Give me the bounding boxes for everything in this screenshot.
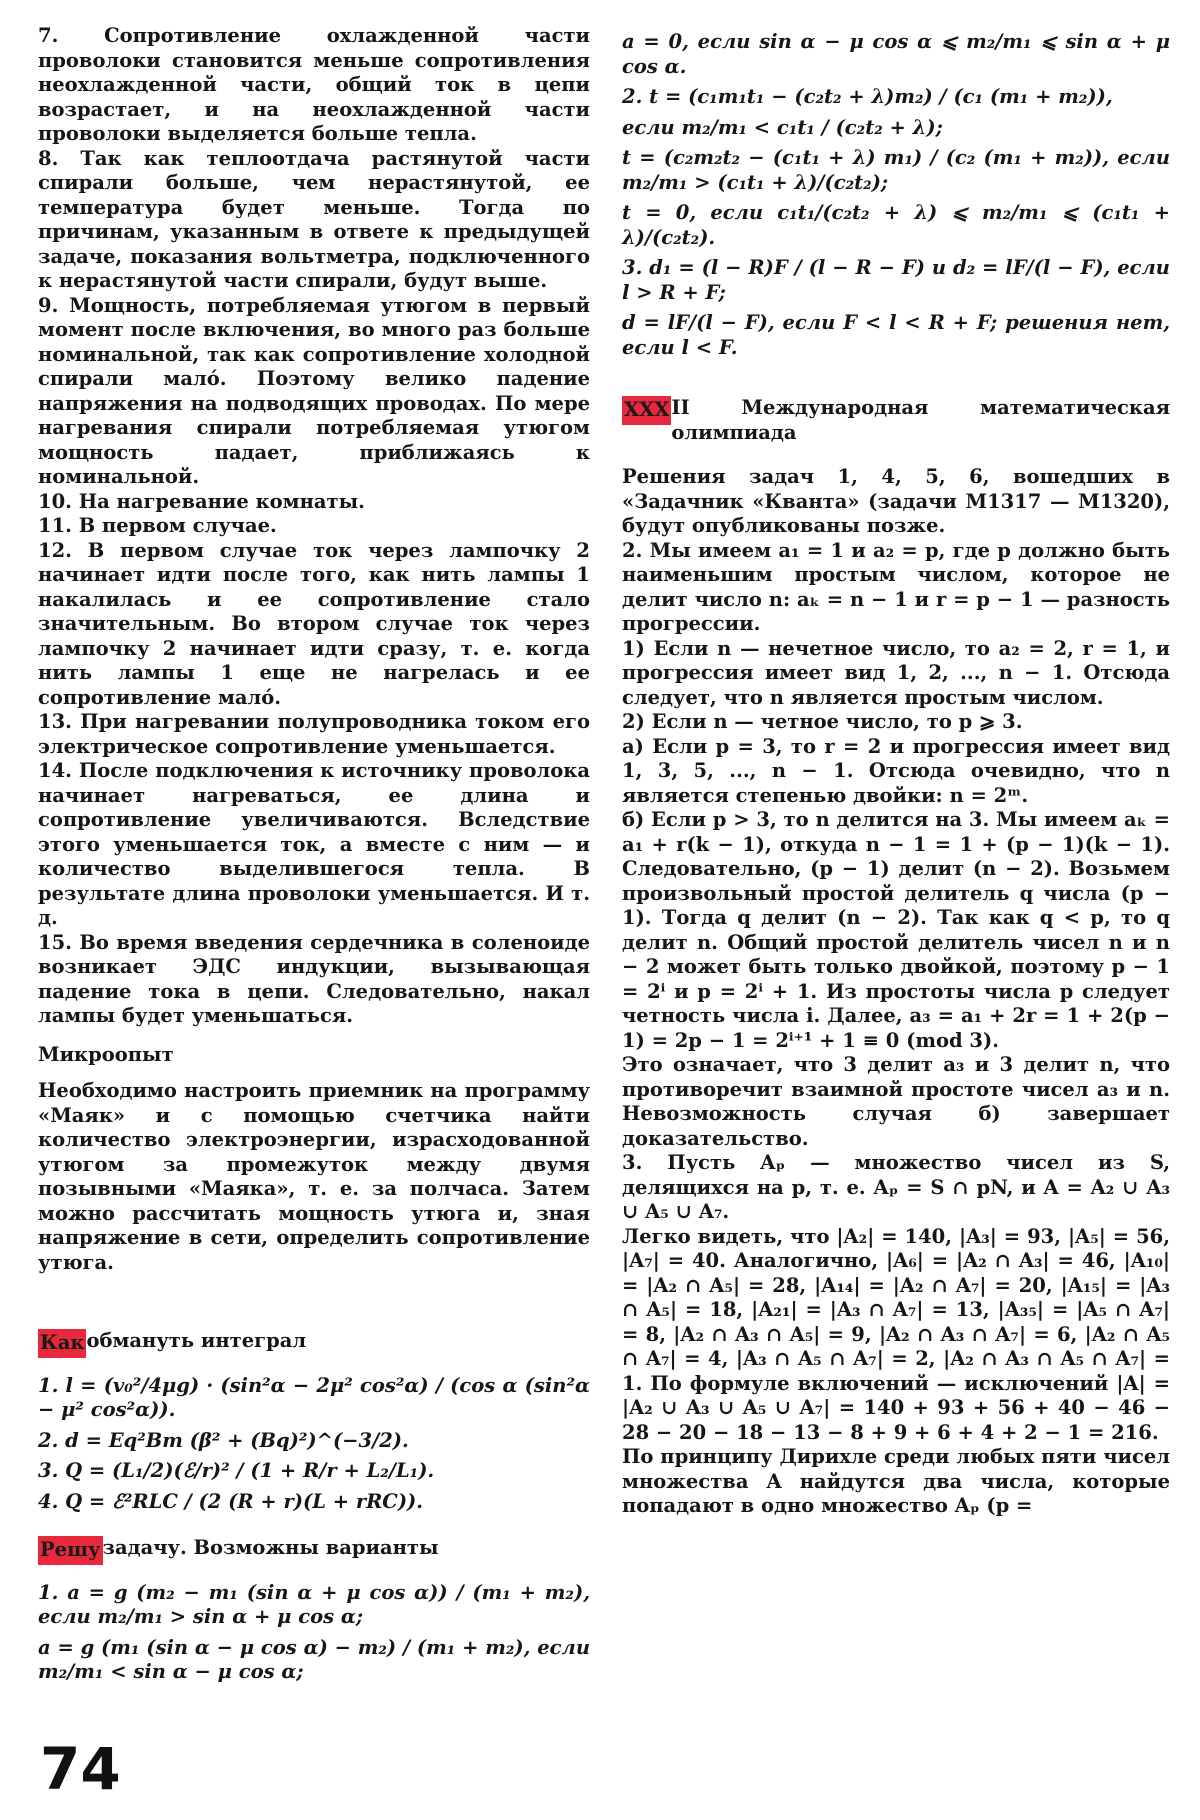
solve-formula-6: t = (c₂m₂t₂ − (c₁t₁ + λ) m₁) / (c₂ (m₁ + m₂)), если m₂/m₁ > (c₁t₁ + λ)/(c₂t₂);: [622, 146, 1170, 194]
solve-title: задачу. Возможны варианты: [102, 1536, 439, 1559]
integral-formula-4: 4. Q = ℰ²RLC / (2 (R + r)(L + rRC)).: [38, 1489, 424, 1513]
olympiad-case-2: 2) Если n — четное число, то p ⩾ 3.: [622, 710, 1023, 733]
solve-formula-8: 3. d₁ = (l − R)F / (l − R − F) и d₂ = lF/(l − F), если l > R + F;: [622, 256, 1170, 304]
right-column: [622, 24, 1170, 1519]
olympiad-case-2a: а) Если p = 3, то r = 2 и прогрессия имеет вид 1, 3, 5, ..., n − 1. Отсюда очевидно, что n является степенью двойки: n = 2ᵐ.: [622, 734, 1170, 807]
solve-formula-5: если m₂/m₁ < c₁t₁ / (c₂t₂ + λ);: [622, 115, 943, 139]
answer-9: 9. Мощность, потребляемая утюгом в первый момент после включения, во много раз больше номинальной, так как сопротивление холодной спирали мало́. Поэтому велико падение напряжения на подводящих проводах. По мере нагревания спирали потребляемая утюгом мощность падает, приближаясь к номинальной.: [38, 293, 590, 488]
solve-formula-2: a = g (m₁ (sin α − μ cos α) − m₂) / (m₁ + m₂), если m₂/m₁ < sin α − μ cos α;: [38, 1635, 590, 1683]
answer-14: 14. После подключения к источнику проволока начинает нагреваться, ее длина и сопротивление увеличиваются. Вследствие этого уменьшается ток, а вместе с ним — и количество выделившегося тепла. В результате длина проволоки уменьшается. И т. д.: [38, 759, 590, 929]
olympiad-item-2: 2. Мы имеем a₁ = 1 и a₂ = p, где p должно быть наименьшим простым числом, которое не делит число n: aₖ = n − 1 и r = p − 1 — разность прогрессии.: [622, 538, 1170, 635]
integral-marker: Как: [38, 1329, 86, 1358]
answer-8: 8. Так как теплоотдача растянутой части спирали больше, чем нерастянутой, ее температура будет меньше. Тогда по причинам, указанным в ответе к предыдущей задаче, показания вольтметра, подключенного к нерастянутой части спирали, будут выше.: [38, 146, 590, 292]
olympiad-section-heading: [622, 396, 1170, 445]
olympiad-marker: XXX: [622, 396, 671, 425]
answer-15: 15. Во время введения сердечника в соленоиде возникает ЭДС индукции, вызывающая падение тока в цепи. Следовательно, накал лампы будет уменьшаться.: [38, 930, 590, 1027]
olympiad-title: II Международная математическая олимпиада: [671, 396, 1170, 444]
answer-11: 11. В первом случае.: [38, 514, 277, 537]
micro-title: Микроопыт: [38, 1042, 174, 1066]
answer-10: 10. На нагревание комнаты.: [38, 489, 365, 513]
olympiad-case-2b: б) Если p > 3, то n делится на 3. Мы имеем aₖ = a₁ + r(k − 1), откуда n − 1 = 1 + (p − 1)(k − 1). Следовательно, (p − 1) делит (n − 2). Возьмем произвольный простой делитель q числа (p − 1). Тогда q делит (n − 2). Так как q < p, то q делит n. Общий простой делитель чисел n и n − 2 может быть только двойкой, поэтому p − 1 = 2ⁱ и p = 2ⁱ + 1. Из простоты числа p следует четность числа i. Далее, a₃ = a₁ + 2r = 1 + 2(p − 1) = 2p − 1 = 2ⁱ⁺¹ + 1 ≡ 0 (mod 3).: [622, 808, 1170, 1052]
solve-section-heading: [38, 1536, 590, 1565]
olympiad-dirichlet: По принципу Дирихле среди любых пяти чисел множества A найдутся два числа, которые попадают в одно множество Aₚ (p =: [622, 1445, 1170, 1517]
solve-formula-4: 2. t = (c₁m₁t₁ − (c₂t₂ + λ)m₂) / (c₁ (m₁ + m₂)),: [622, 85, 1113, 108]
answer-7: 7. Сопротивление охлажденной части проволоки становится меньше сопротивления неохлажденной части, общий ток в цепи возрастает, и на неохлажденной части проволоки выделяется больше тепла.: [38, 24, 590, 145]
olympiad-intro: Решения задач 1, 4, 5, 6, вошедших в «Задачник «Кванта» (задачи М1317 — М1320), будут опубликованы позже.: [622, 465, 1170, 537]
solve-formula-7: t = 0, если c₁t₁/(c₂t₂ + λ) ⩽ m₂/m₁ ⩽ (c₁t₁ + λ)/(c₂t₂).: [622, 201, 1170, 249]
solve-formula-1: 1. a = g (m₂ − m₁ (sin α + μ cos α)) / (m₁ + m₂), если m₂/m₁ > sin α + μ cos α;: [38, 1580, 590, 1628]
integral-section-heading: [38, 1329, 590, 1358]
answer-12: 12. В первом случае ток через лампочку 2 начинает идти после того, как нить лампы 1 накалилась и ее сопротивление стало значительным. Во втором случае ток через лампочку 2 начинает идти сразу, т. е. когда нить лампы 1 еще не нагрелась и ее сопротивление мало́.: [38, 538, 590, 709]
solve-marker: Решу: [38, 1536, 103, 1565]
solve-formula-3: a = 0, если sin α − μ cos α ⩽ m₂/m₁ ⩽ sin α + μ cos α.: [622, 30, 1170, 78]
olympiad-case-1: 1) Если n — нечетное число, то a₂ = 2, r = 1, и прогрессия имеет вид 1, 2, ..., n − 1. Отсюда следует, что n является простым числом.: [622, 636, 1170, 709]
olympiad-item-3: 3. Пусть Aₚ — множество чисел из S, делящихся на p, т. е. Aₚ = S ∩ pN, и A = A₂ ∪ A₃ ∪ A₅ ∪ A₇.: [622, 1151, 1170, 1223]
olympiad-conclusion: Это означает, что 3 делит a₃ и 3 делит n, что противоречит взаимной простоте чисел a₃ и n. Невозможность случая б) завершает доказательство.: [622, 1053, 1170, 1150]
answer-13: 13. При нагревании полупроводника током его электрическое сопротивление уменьшается.: [38, 710, 590, 758]
integral-title: обмануть интеграл: [86, 1329, 307, 1352]
olympiad-counts: Легко видеть, что |A₂| = 140, |A₃| = 93, |A₅| = 56, |A₇| = 40. Аналогично, |A₆| = |A₂ ∩ A₃| = 46, |A₁₀| = |A₂ ∩ A₅| = 28, |A₁₄| = |A₂ ∩ A₇| = 20, |A₁₅| = |A₃ ∩ A₅| = 18, |A₂₁| = |A₃ ∩ A₇| = 13, |A₃₅| = |A₅ ∩ A₇| = 8, |A₂ ∩ A₃ ∩ A₅| = 9, |A₂ ∩ A₃ ∩ A₇| = 6, |A₂ ∩ A₅ ∩ A₇| = 4, |A₃ ∩ A₅ ∩ A₇| = 2, |A₂ ∩ A₃ ∩ A₅ ∩ A₇| = 1. По формуле включений — исключений |A| = |A₂ ∪ A₃ ∪ A₅ ∪ A₇| = 140 + 93 + 56 + 40 − 46 − 28 − 20 − 18 − 13 − 8 + 9 + 6 + 4 + 2 − 1 = 216.: [622, 1224, 1170, 1444]
left-column: [38, 24, 590, 1691]
integral-formula-2: 2. d = Eq²Bm (β² + (Bq)²)^(−3/2).: [38, 1428, 409, 1452]
micro-text: Необходимо настроить приемник на программу «Маяк» и с помощью счетчика найти количество электроэнергии, израсходованной утюгом за промежуток между двумя позывными «Маяка», т. е. за полчаса. Затем можно рассчитать мощность утюга и, зная напряжение в сети, определить сопротивление утюга.: [38, 1079, 590, 1274]
integral-formula-3: 3. Q = (L₁/2)(ℰ/r)² / (1 + R/r + L₂/L₁).: [38, 1459, 435, 1482]
solve-formula-9: d = lF/(l − F), если F < l < R + F; решения нет, если l < F.: [622, 311, 1170, 359]
integral-formula-1: 1. l = (v₀²/4μg) · (sin²α − 2μ² cos²α) / (cos α (sin²α − μ² cos²α)).: [38, 1373, 590, 1421]
page-number: 74: [40, 1735, 121, 1803]
